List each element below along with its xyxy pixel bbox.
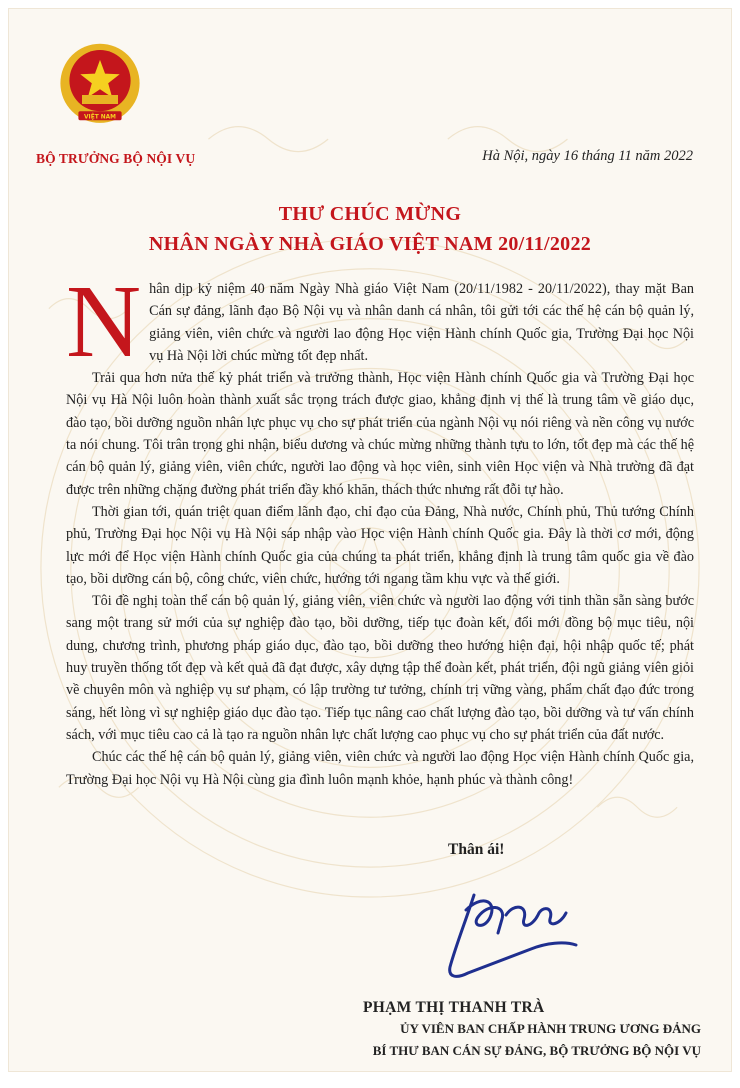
paragraph-1-text: hân dịp kỷ niệm 40 năm Ngày Nhà giáo Việt Nam (20/11/1982 - 20/11/2022), thay mặt Ban Cán sự đảng, lãnh đạo Bộ Nội vụ và nhân danh cá nhân, tôi gửi tới các thế hệ cán bộ quản lý, giảng viên, viên chức và người lao động Học viện Hành chính Quốc gia, Trường Đại học Nội vụ Hà Nội lời chúc mừng tốt đẹp nhất. bbox=[149, 281, 694, 364]
svg-text:VIỆT NAM: VIỆT NAM bbox=[84, 114, 116, 121]
paragraph-2: Trải qua hơn nửa thế kỷ phát triển và trưởng thành, Học viện Hành chính Quốc gia và Trường Đại học Nội vụ Hà Nội luôn hoàn thành xuất sắc trọng trách được giao, khẳng định vị thế là trung tâm về giáo dục, đào tạo, bồi dưỡng nguồn nhân lực phục vụ cho sự phát triển của ngành Nội vụ nói riêng và nền công vụ nước ta nói chung. Tôi trân trọng ghi nhận, biểu dương và chúc mừng những thành tựu to lớn, tốt đẹp mà các thế hệ cán bộ quản lý, giảng viên, viên chức, người lao động và học viên, sinh viên Học viện và Nhà trường đã đạt được trên những chặng đường phát triển đầy khó khăn, thách thức nhưng rất đỗi tự hào. bbox=[66, 370, 694, 498]
paragraph-5: Chúc các thế hệ cán bộ quản lý, giảng viên, viên chức và người lao động Học viện Hành chính Quốc gia, Trường Đại học Nội vụ Hà Nội cùng gia đình luôn mạnh khỏe, hạnh phúc và thành công! bbox=[66, 749, 694, 788]
national-emblem-icon bbox=[55, 41, 145, 131]
paragraph-3: Thời gian tới, quán triệt quan điểm lãnh đạo, chỉ đạo của Đảng, Nhà nước, Chính phủ, Thủ tướng Chính phủ, Trường Đại học Nội vụ Hà Nội sáp nhập vào Học viện Hành chính Quốc gia. Đây là thời cơ mới, động lực mới để Học viện Hành chính Quốc gia của chúng ta phát triển, khẳng định là trung tâm quốc gia về đào tạo, bồi dưỡng cán bộ, công chức, viên chức, hướng tới ngang tầm khu vực và thế giới. bbox=[66, 503, 694, 587]
paragraph-1 bbox=[66, 264, 694, 379]
signature-icon bbox=[436, 875, 586, 995]
signer-position-2: BÍ THƯ BAN CÁN SỰ ĐẢNG, BỘ TRƯỞNG BỘ NỘI VỤ bbox=[372, 1043, 701, 1058]
letter-body bbox=[66, 264, 694, 791]
signer-name: PHẠM THỊ THANH TRÀ bbox=[363, 999, 545, 1016]
letter-subtitle: NHÂN NGÀY NHÀ GIÁO VIỆT NAM 20/11/2022 bbox=[148, 233, 592, 255]
letter-page bbox=[8, 8, 732, 1072]
letter-title: THƯ CHÚC MỪNG bbox=[278, 203, 462, 225]
date-line: Hà Nội, ngày 16 tháng 11 năm 2022 bbox=[482, 148, 693, 164]
sender-title: BỘ TRƯỞNG BỘ NỘI VỤ bbox=[36, 151, 196, 166]
closing-phrase: Thân ái! bbox=[448, 841, 505, 858]
paragraph-4: Tôi đề nghị toàn thể cán bộ quản lý, giảng viên, viên chức và người lao động với tinh thần sẵn sàng bước sang một trang sử mới của sự nghiệp đào tạo, bồi dưỡng, tiếp tục đoàn kết, đổi mới đồng bộ mục tiêu, nội dung, chương trình, phương pháp giáo dục, đào tạo, bồi dưỡng theo hướng hiện đại, hội nhập quốc tế; phát huy truyền thống tốt đẹp và kết quả đã đạt được, xây dựng tập thể đoàn kết, phát triển, đội ngũ giảng viên giỏi về chuyên môn và nghiệp vụ sư phạm, có lập trường tư tưởng, chính trị vững vàng, phẩm chất đạo đức trong sáng, hết lòng vì sự nghiệp giáo dục đào tạo. Tiếp tục nâng cao chất lượng đào tạo, bồi dưỡng và tư vấn chính sách, với mục tiêu cao cả là tạo ra nguồn nhân lực chất lượng cao phục vụ cho sự phát triển của đất nước. bbox=[66, 593, 694, 743]
signer-position-1: ỦY VIÊN BAN CHẤP HÀNH TRUNG ƯƠNG ĐẢNG bbox=[400, 1021, 701, 1036]
drop-cap: N bbox=[66, 264, 142, 379]
